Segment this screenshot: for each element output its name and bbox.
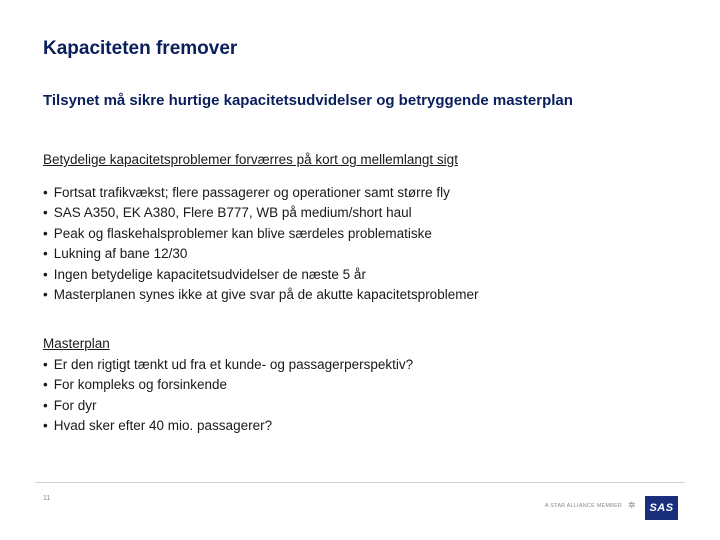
slide-subtitle: Tilsynet må sikre hurtige kapacitetsudvidelser og betryggende masterplan bbox=[43, 92, 573, 109]
section-heading: Betydelige kapacitetsproblemer forværres på kort og mellemlangt sigt bbox=[43, 152, 458, 167]
capacity-problems-section bbox=[43, 150, 478, 306]
star-alliance-icon: ✲ bbox=[628, 500, 636, 510]
bullet-list bbox=[43, 183, 478, 306]
footer-divider bbox=[35, 482, 685, 483]
list-item: • For dyr bbox=[43, 396, 413, 417]
section-heading: Masterplan bbox=[43, 336, 110, 351]
masterplan-section bbox=[43, 334, 413, 437]
star-alliance-text: A STAR ALLIANCE MEMBER bbox=[545, 503, 623, 509]
list-item: • Fortsat trafikvækst; flere passagerer og operationer samt større fly bbox=[43, 183, 478, 204]
page-number: 11 bbox=[43, 495, 51, 502]
list-item: • Masterplanen synes ikke at give svar på de akutte kapacitetsproblemer bbox=[43, 285, 478, 306]
list-item: • Peak og flaskehalsproblemer kan blive særdeles problematiske bbox=[43, 224, 478, 245]
list-item: • SAS A350, EK A380, Flere B777, WB på medium/short haul bbox=[43, 203, 478, 224]
list-item: • Ingen betydelige kapacitetsudvidelser de næste 5 år bbox=[43, 265, 478, 286]
list-item: • Lukning af bane 12/30 bbox=[43, 244, 478, 265]
sas-logo: SAS bbox=[645, 496, 678, 520]
list-item: • Hvad sker efter 40 mio. passagerer? bbox=[43, 416, 413, 437]
slide-title: Kapaciteten fremover bbox=[43, 38, 238, 59]
list-item: • For kompleks og forsinkende bbox=[43, 375, 413, 396]
list-item: • Er den rigtigt tænkt ud fra et kunde- og passagerperspektiv? bbox=[43, 355, 413, 376]
bullet-list bbox=[43, 355, 413, 437]
